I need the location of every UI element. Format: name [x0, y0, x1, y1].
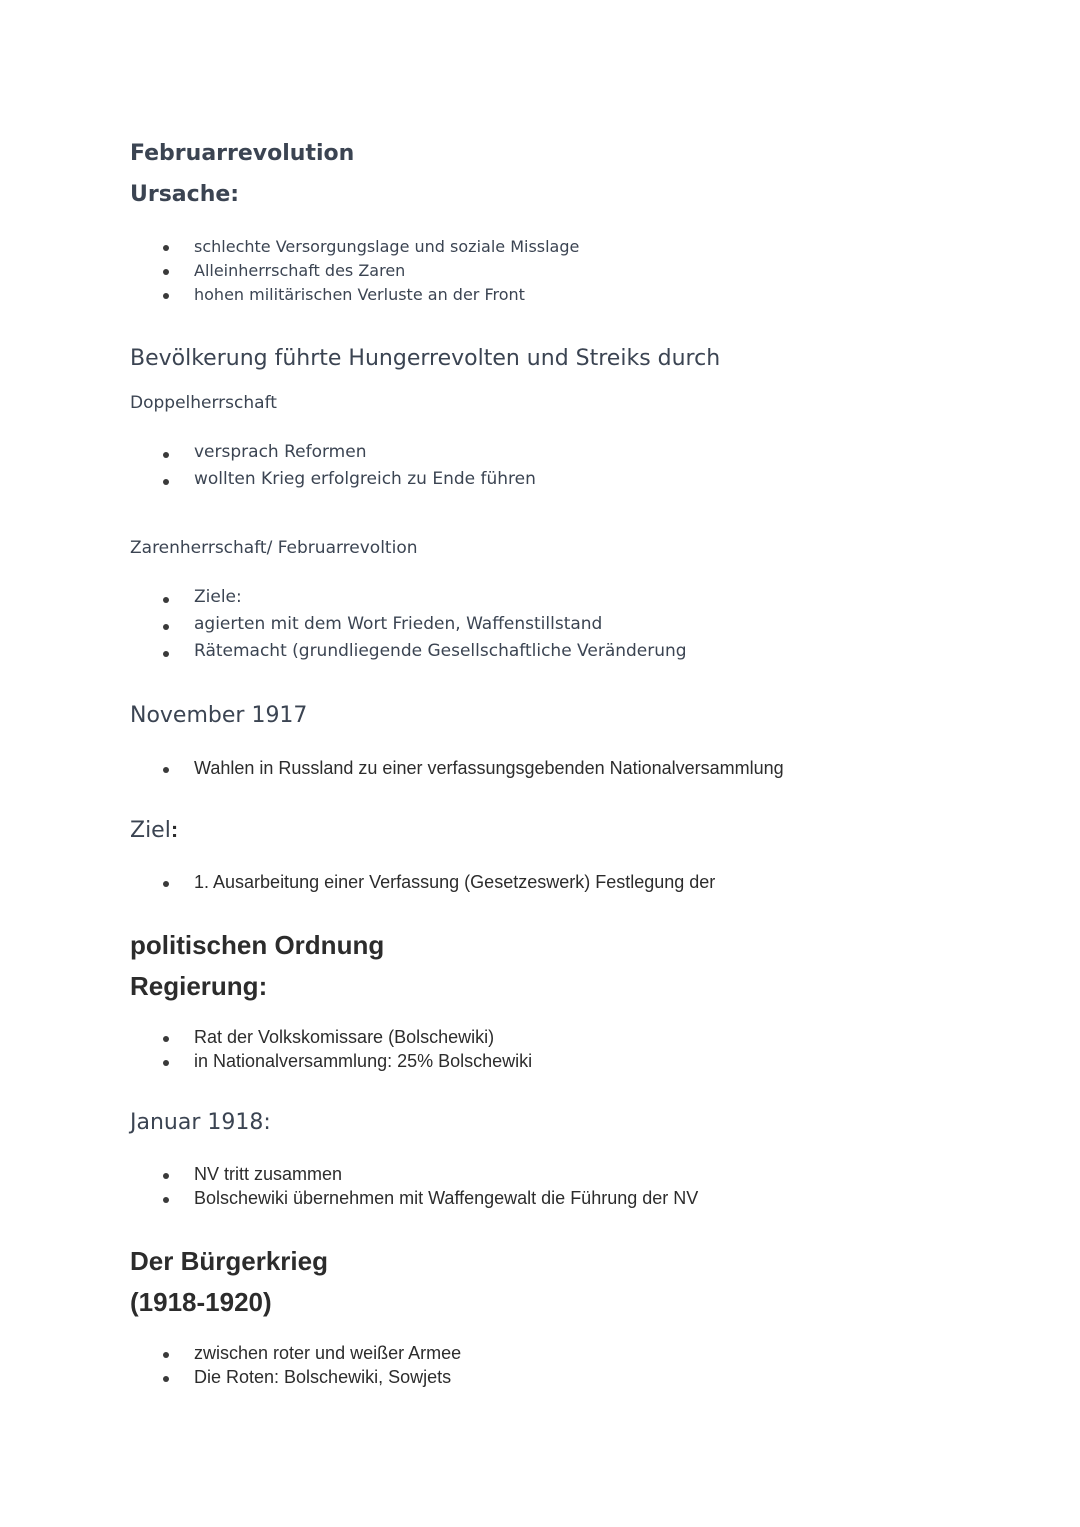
list-item-text: Rat der Volkskomissare (Bolschewiki) — [194, 1027, 495, 1047]
bullet-icon — [163, 269, 169, 275]
bullet-icon — [163, 1060, 169, 1066]
list-item-text: schlechte Versorgungslage und soziale Misslage — [194, 237, 580, 256]
bullet-icon — [163, 479, 169, 485]
heading-zarenherrschaft: Zarenherrschaft/ Februarrevoltion — [130, 538, 418, 558]
list-item-text: Ziele: — [194, 587, 242, 607]
heading-buergerkrieg-years: (1918-1920) — [130, 1287, 272, 1317]
list-item-text: versprach Reformen — [194, 442, 367, 462]
heading-januar-1918: Januar 1918: — [130, 1110, 271, 1135]
heading-ziel-colon: : — [170, 817, 179, 842]
list-item-text: Rätemacht (grundliegende Gesellschaftliche Veränderung — [194, 641, 687, 661]
list-item-text: Wahlen in Russland zu einer verfassungsgebenden Nationalversammlung — [194, 758, 784, 778]
bullet-icon — [163, 651, 169, 657]
bullet-icon — [163, 293, 169, 299]
heading-november-1917: November 1917 — [130, 703, 308, 728]
section-title-februarrevolution: Februarrevolution — [130, 141, 355, 166]
bullet-icon — [163, 452, 169, 458]
bullet-icon — [163, 624, 169, 630]
heading-buergerkrieg: Der Bürgerkrieg — [130, 1246, 328, 1276]
list-item-text: Bolschewiki übernehmen mit Waffengewalt die Führung der NV — [194, 1188, 699, 1208]
bullet-icon — [163, 1173, 169, 1179]
bullet-icon — [163, 245, 169, 251]
bullet-icon — [163, 881, 169, 887]
bullet-icon — [163, 1197, 169, 1203]
heading-politischen-ordnung: politischen Ordnung — [130, 930, 385, 960]
list-item-text: agierten mit dem Wort Frieden, Waffenstillstand — [194, 614, 603, 634]
subheading-doppelherrschaft: Doppelherrschaft — [130, 393, 277, 413]
bullet-icon — [163, 1036, 169, 1042]
heading-ziel — [130, 815, 178, 846]
bullet-icon — [163, 1376, 169, 1382]
heading-regierung: Regierung: — [130, 971, 268, 1001]
bullet-icon — [163, 1352, 169, 1358]
list-item-text: wollten Krieg erfolgreich zu Ende führen — [194, 469, 536, 489]
bullet-icon — [163, 767, 169, 773]
bullet-icon — [163, 597, 169, 603]
list-item-text: in Nationalversammlung: 25% Bolschewiki — [194, 1051, 533, 1071]
list-item-text: zwischen roter und weißer Armee — [194, 1343, 462, 1363]
list-item-text: NV tritt zusammen — [194, 1164, 343, 1184]
heading-ziel-text: Ziel — [130, 818, 171, 843]
list-item-text: Die Roten: Bolschewiki, Sowjets — [194, 1367, 452, 1387]
heading-bevoelkerung: Bevölkerung führte Hungerrevolten und Streiks durch — [130, 346, 721, 371]
list-item-text: Alleinherrschaft des Zaren — [194, 261, 406, 280]
list-item-text: hohen militärischen Verluste an der Front — [194, 285, 525, 304]
list-item-text: 1. Ausarbeitung einer Verfassung (Gesetzeswerk) Festlegung der — [194, 872, 716, 892]
heading-ursache: Ursache: — [130, 182, 240, 207]
